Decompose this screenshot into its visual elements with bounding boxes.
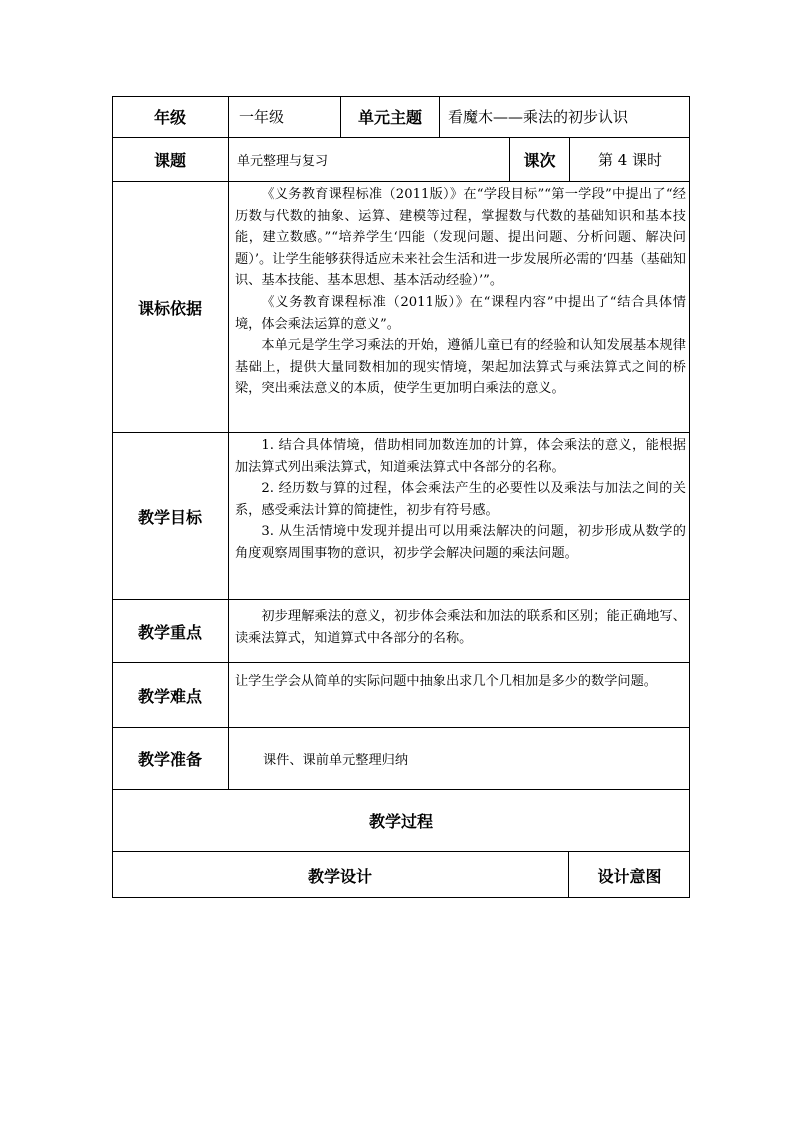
design-label: 教学设计: [307, 866, 372, 886]
process-title: 教学过程: [368, 812, 433, 831]
preparation-label: 教学准备: [137, 750, 202, 769]
row-difficulties: [112, 662, 690, 727]
key-points-text: 初步理解乘法的意义，初步体会乘法和加法的联系和区别；能正确地写、读乘法算式，知道算式中各部分的名称。: [235, 609, 686, 646]
standards-content: [228, 182, 690, 432]
objectives-content: [228, 433, 690, 599]
row-preparation: [112, 727, 690, 789]
objective-item: 2. 经历数与算的过程，体会乘法产生的必要性以及乘法与加法之间的关系，感受乘法计算的简捷性，初步有符号感。: [235, 481, 686, 518]
row-standards: [112, 181, 690, 432]
objective-item: 1. 结合具体情境，借助相同加数连加的计算，体会乘法的意义，能根据加法算式列出乘法算式，知道乘法算式中各部分的名称。: [235, 438, 686, 475]
standards-paragraph: 本单元是学生学习乘法的开始，遵循儿童已有的经验和认知发展基本规律基础上，提供大量同数相加的现实情境，架起加法算式与乘法算式之间的桥梁，突出乘法意义的本质，使学生更加明白乘法的意义。: [235, 338, 686, 397]
key-points-label: 教学重点: [137, 622, 202, 642]
difficulties-content: [228, 663, 690, 727]
preparation-content: [228, 728, 690, 789]
key-points-content: [228, 600, 690, 662]
difficulties-text: 让学生学会从简单的实际问题中抽象出求几个几相加是多少的数学问题。: [235, 674, 657, 689]
lesson-plan-table: [112, 96, 690, 898]
row-objectives: [112, 432, 690, 599]
standards-paragraph: 《义务教育课程标准（2011版）》在“课程内容”中提出了“结合具体情境，体会乘法运算的意义”。: [235, 294, 686, 332]
objectives-label: 教学目标: [137, 507, 202, 527]
objective-item: 3. 从生活情境中发现并提出可以用乘法解决的问题，初步形成从数学的角度观察周围事物的意识，初步学会解决问题的乘法问题。: [235, 524, 686, 561]
standards-label: 课标依据: [137, 298, 202, 318]
grade-value: 一年级: [228, 96, 340, 137]
lesson-label: 课次: [509, 138, 569, 181]
preparation-text: 课件、课前单元整理归纳: [263, 753, 409, 768]
row-design-intent: [112, 851, 690, 898]
difficulties-label: 教学难点: [137, 686, 202, 706]
standards-paragraph: 《义务教育课程标准（2011版）》在“学段目标”“第一学段”中提出了“经历数与代数的抽象、运算、建模等过程，掌握数与代数的基础知识和基本技能，建立数感。”“培养学生‘四能（发现问题、提出问题、分析问题、解决问题）’。让学生能够获得适应未来社会生活和进一步发展所必需的‘四基（基础知识、基本技能、基本思想、基本活动经验）’”。: [235, 187, 686, 289]
unit-label: 单元主题: [340, 96, 439, 137]
row-process-title: [112, 789, 690, 851]
topic-label: 课题: [153, 151, 186, 170]
row-grade-unit: [112, 96, 690, 137]
row-topic-lesson: [112, 137, 690, 181]
row-key-points: [112, 599, 690, 662]
grade-label: 年级: [153, 108, 186, 127]
lesson-value: 第 4 课时: [569, 138, 690, 181]
topic-value: 单元整理与复习: [228, 138, 509, 181]
unit-value: 看魔木——乘法的初步认识: [439, 96, 690, 137]
intent-label: 设计意图: [568, 852, 690, 898]
